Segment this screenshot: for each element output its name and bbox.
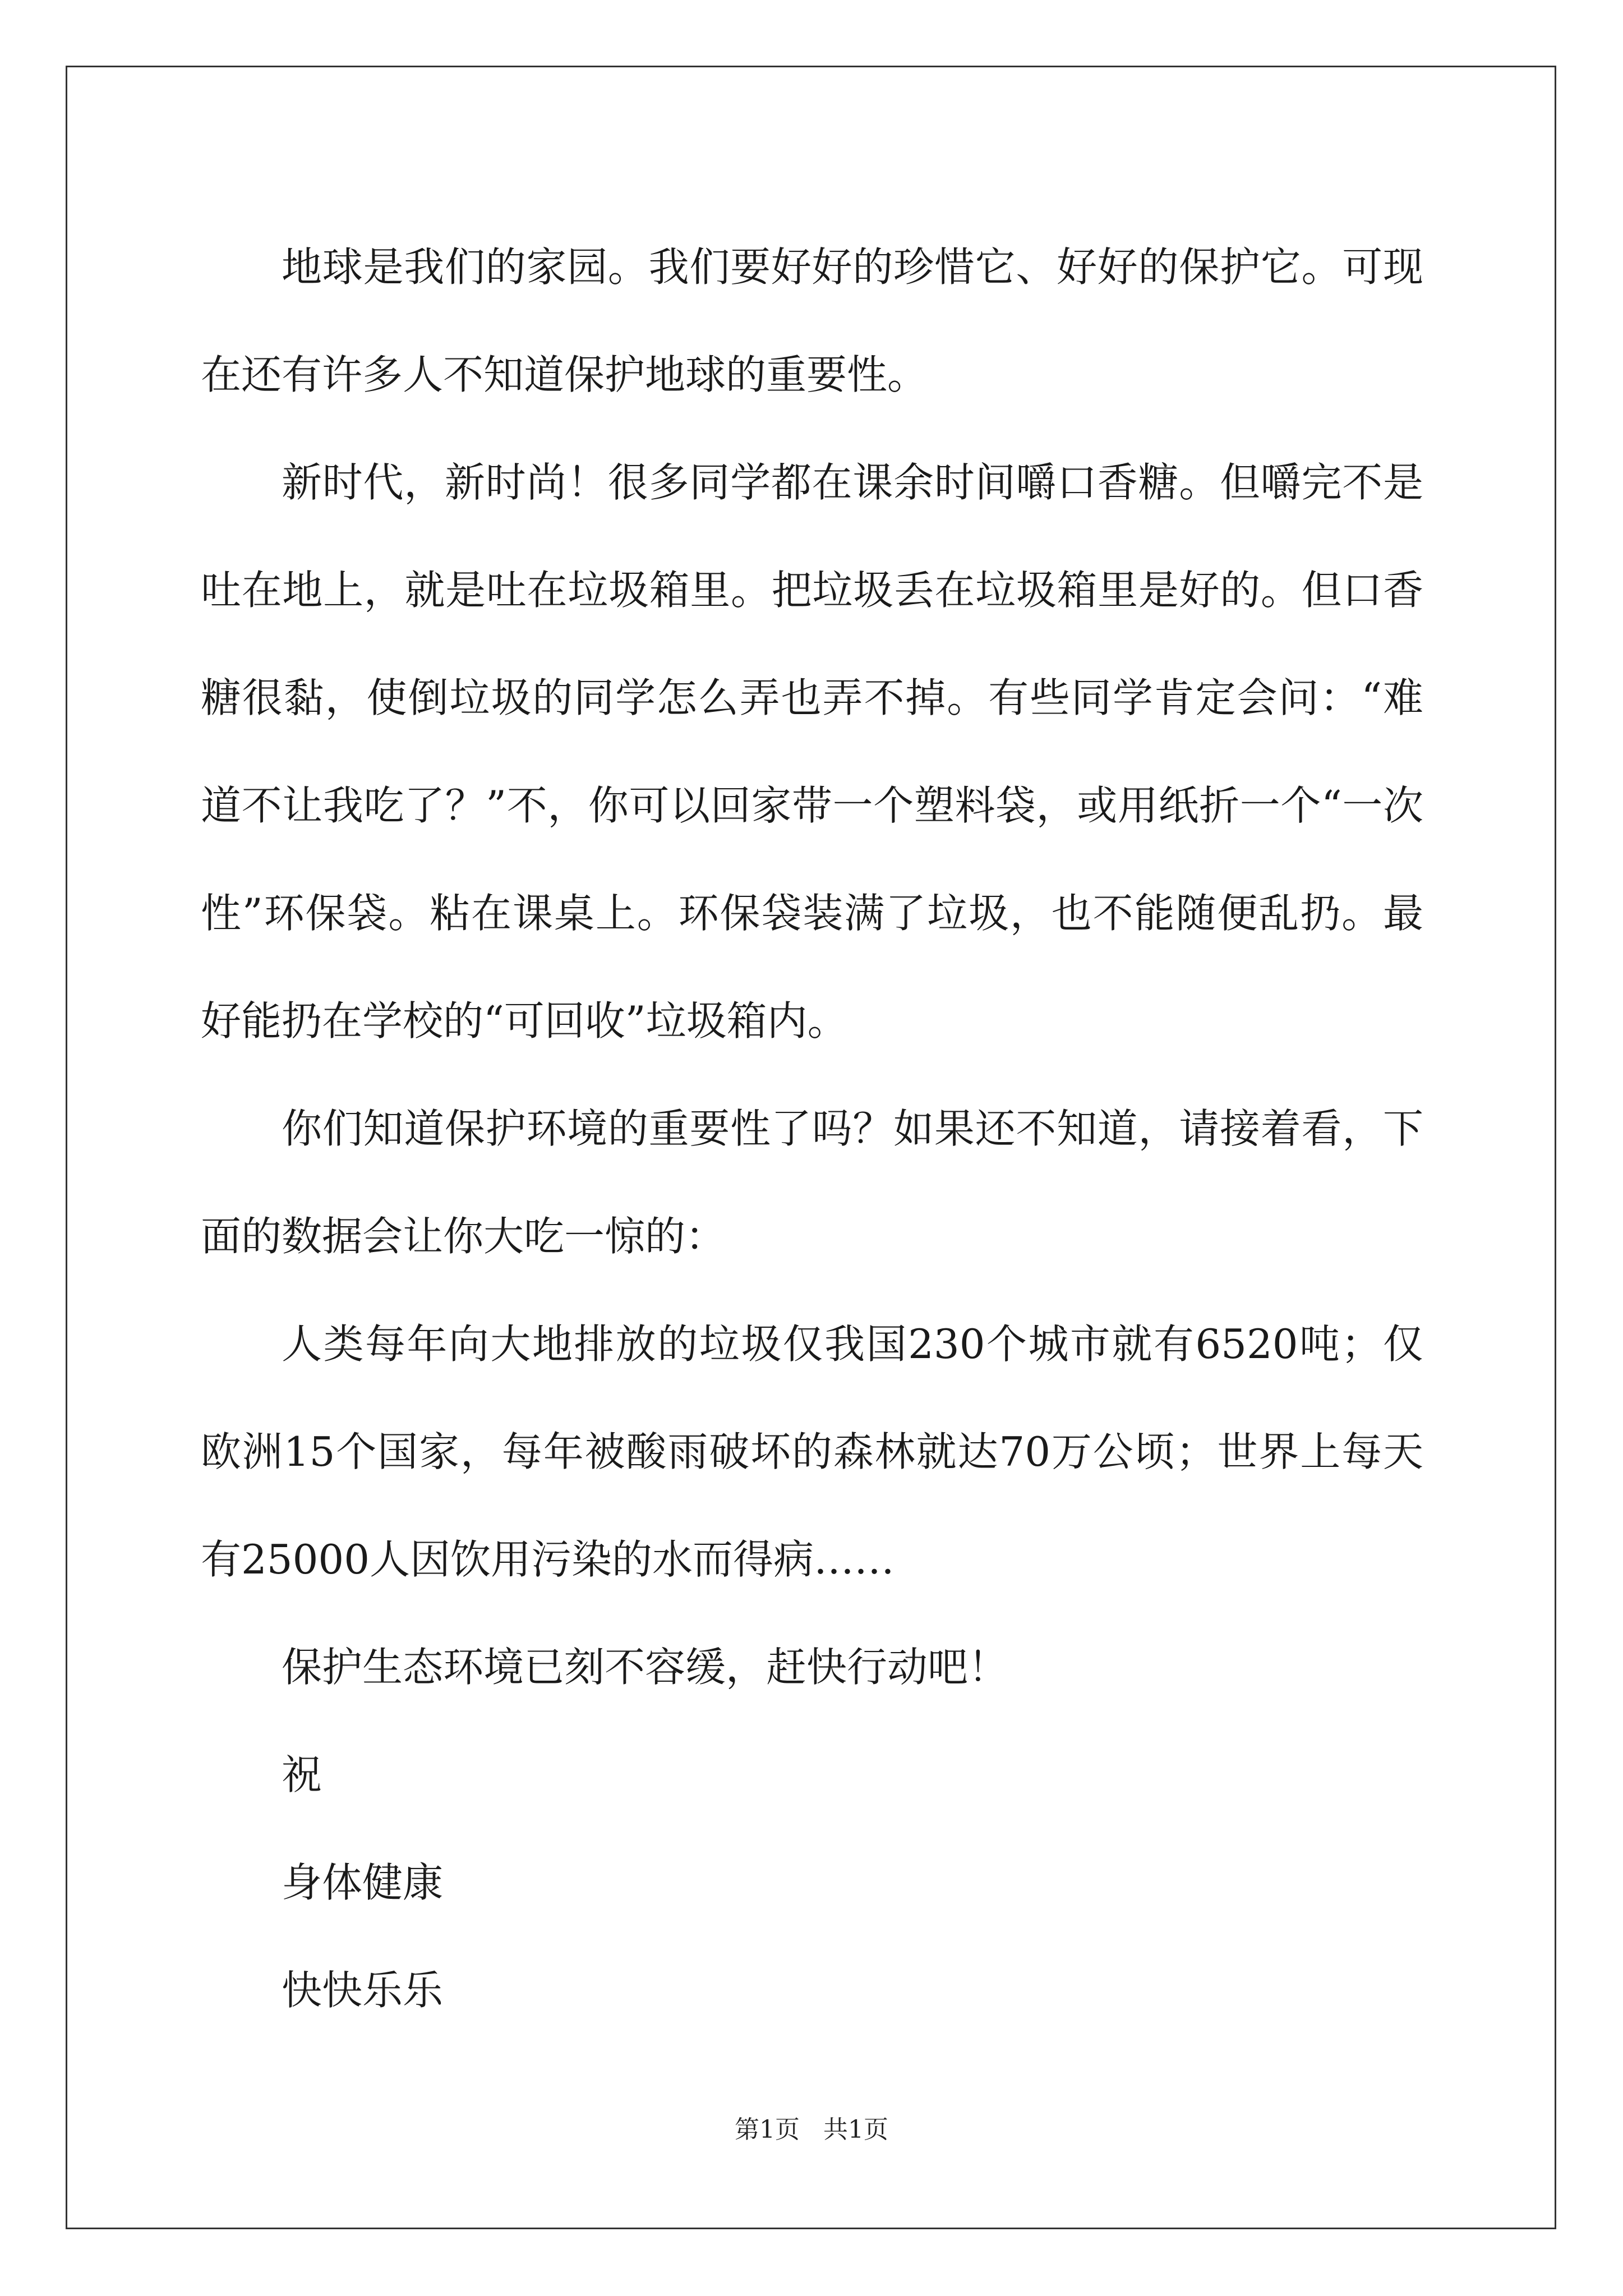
paragraph-4: 人类每年向大地排放的垃圾仅我国230个城市就有6520吨；仅欧洲15个国家，每年被酸雨破坏的森林就达70万公顷；世界上每天有25000人因饮用污染的水而得病…… — [201, 1320, 1423, 1583]
paragraph-5: 保护生态环境已刻不容缓，赶快行动吧！ — [282, 1644, 1009, 1691]
paragraph-2: 新时代，新时尚！很多同学都在课余时间嚼口香糖。但嚼完不是吐在地上，就是吐在垃圾箱里。把垃圾丢在垃圾箱里是好的。但口香糖很黏，使倒垃圾的同学怎么弄也弄不掉。有些同学肯定会问：“难道不让我吃了？”不，你可以回家带一个塑料袋，或用纸折一个“一次性”环保袋。粘在课桌上。环保袋装满了垃圾，也不能随便乱扔。最好能扔在学校的“可回收”垃圾箱内。 — [201, 459, 1423, 1045]
page-number: 第1页 共1页 — [735, 2115, 888, 2144]
paragraph-1: 地球是我们的家园。我们要好好的珍惜它、好好的保护它。可现在还有许多人不知道保护地球的重要性。 — [201, 243, 1423, 398]
document-body — [201, 213, 1423, 2044]
paragraph-3: 你们知道保护环境的重要性了吗？如果还不知道，请接着看，下面的数据会让你大吃一惊的： — [201, 1105, 1423, 1260]
closing-wish-health: 身体健康 — [282, 1859, 444, 1906]
closing-salutation: 祝 — [282, 1751, 322, 1798]
page-footer — [0, 2109, 1623, 2145]
closing-wish-happy: 快快乐乐 — [282, 1967, 444, 2014]
